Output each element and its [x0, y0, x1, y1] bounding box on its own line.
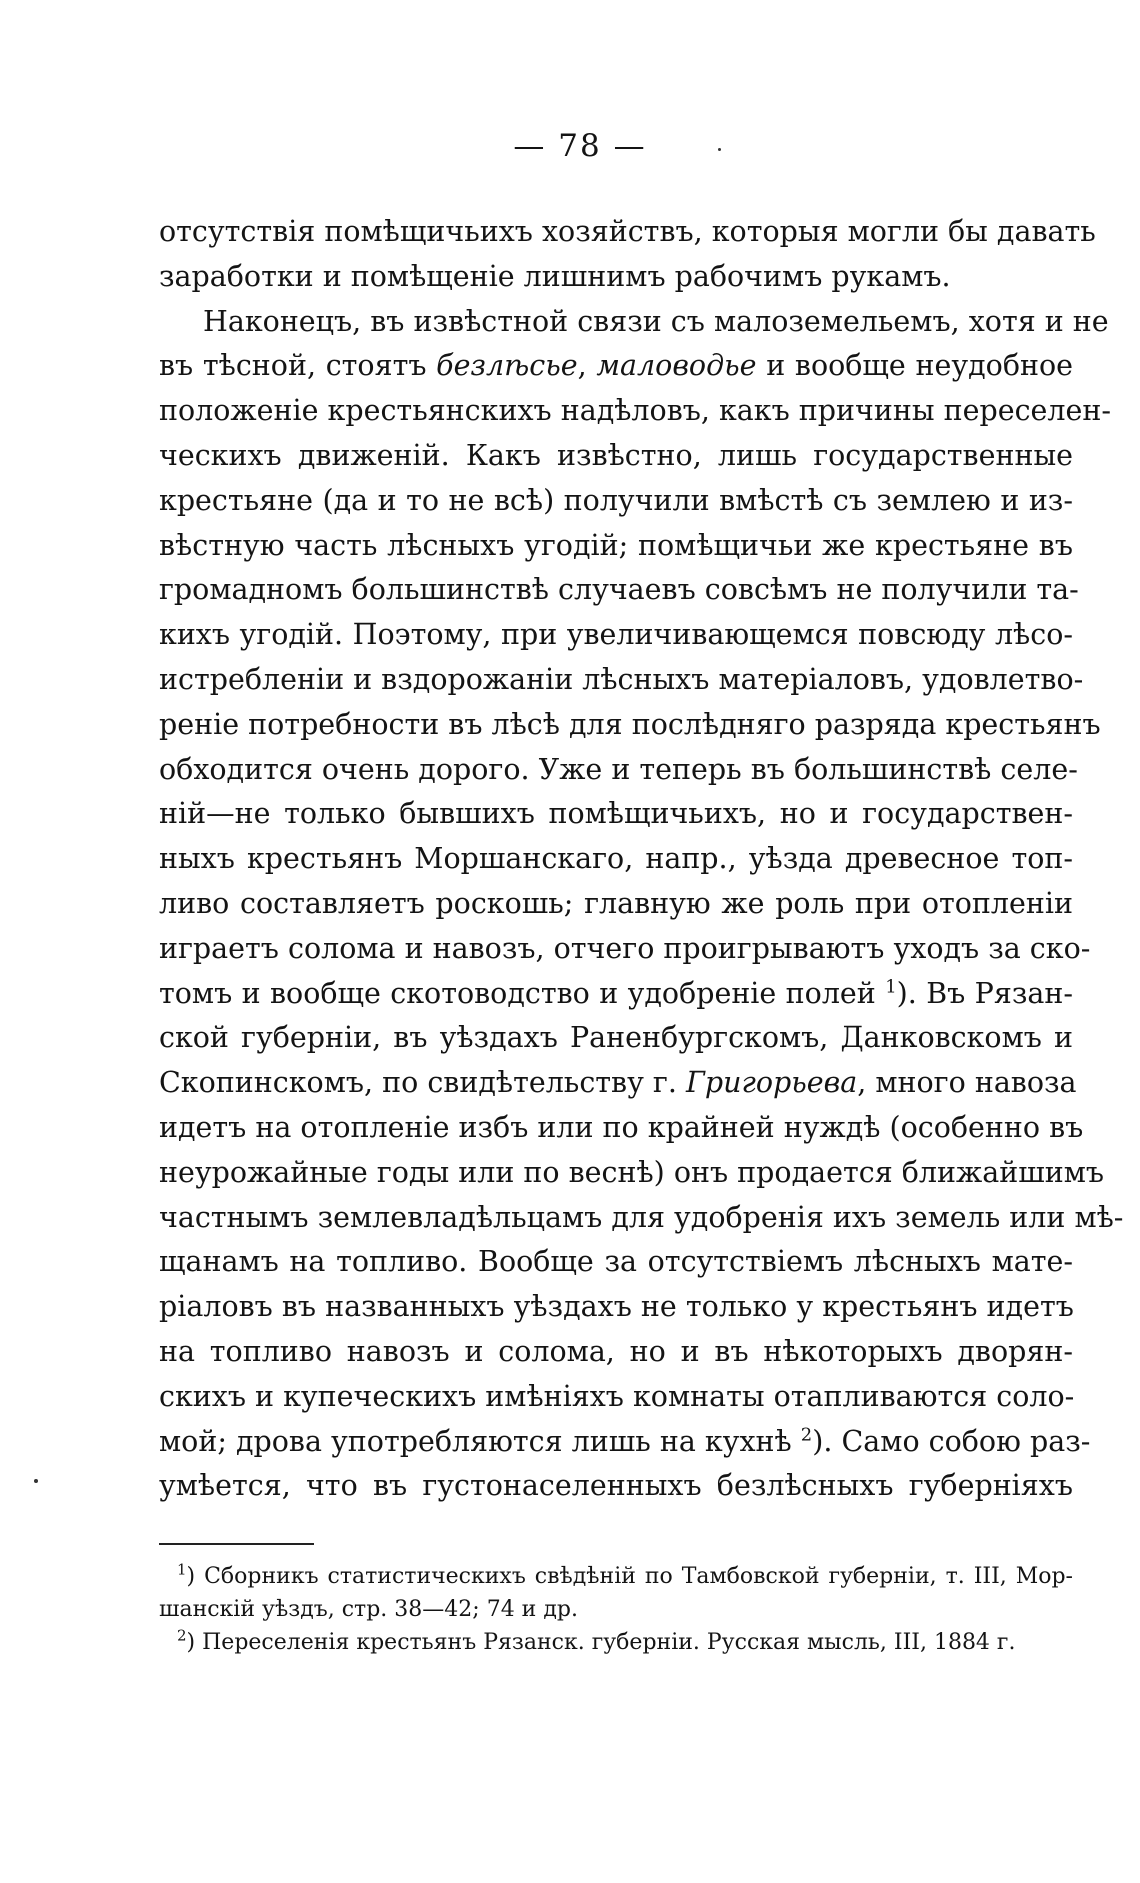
text-line: Наконецъ, въ извѣстной связи съ малоземельемъ, хотя и не — [203, 304, 1109, 338]
text-line — [159, 972, 1073, 1017]
text-line: ческихъ движеній. Какъ извѣстно, лишь государственные — [159, 438, 1073, 472]
text-line: ріаловъ въ названныхъ уѣздахъ не только у крестьянъ идетъ — [159, 1290, 1074, 1324]
text-segment: ). Само собою раз- — [812, 1424, 1091, 1458]
text-segment: ). Въ Рязан- — [896, 976, 1073, 1010]
text-segment: томъ и вообще скотоводство и удобреніе полей — [159, 976, 876, 1010]
italic-term: маловодье — [596, 349, 757, 383]
text-line: въ тѣсной, стоятъ безлѣсье, маловодье и вообще неудобное — [159, 349, 1074, 383]
text-line — [159, 1420, 1091, 1465]
text-line: идетъ на отопленіе избъ или по крайней нуждѣ (особенно въ — [159, 1110, 1084, 1144]
footnote-divider — [159, 1543, 314, 1545]
footnote-text: ) Сборникъ статистическихъ свѣдѣній по Тамбовской губерніи, т. III, Мор- — [186, 1564, 1073, 1589]
text-line: неурожайные годы или по веснѣ) онъ продается ближайшимъ — [159, 1155, 1104, 1189]
text-line: на топливо навозъ и солома, но и въ нѣкоторыхъ дворян- — [159, 1334, 1073, 1368]
text-line: реніе потребности въ лѣсѣ для послѣдняго разряда крестьянъ — [159, 707, 1101, 741]
text-line: ской губерніи, въ уѣздахъ Раненбургскомъ, Данковскомъ и — [159, 1021, 1073, 1055]
footnote-marker: 2 — [177, 1626, 187, 1645]
footnote-ref-2[interactable]: 2 — [800, 1424, 813, 1446]
footnote-1 — [159, 1560, 1073, 1593]
italic-term: безлѣсье — [436, 349, 578, 383]
print-speck — [34, 1479, 38, 1483]
text-line: вѣстную часть лѣсныхъ угодій; помѣщичьи же крестьяне въ — [159, 528, 1073, 562]
text-line: отсутствія помѣщичьихъ хозяйствъ, которыя могли бы давать — [159, 215, 1096, 248]
text-line: частнымъ землевладѣльцамъ для удобренія ихъ земель или мѣ- — [159, 1200, 1124, 1234]
text-line: положеніе крестьянскихъ надѣловъ, какъ причины переселен- — [159, 394, 1112, 428]
footnote-2 — [159, 1626, 1073, 1659]
text-line: ній—не только бывшихъ помѣщичьихъ, но и государствен- — [159, 797, 1073, 831]
page-number: — 78 — — [513, 128, 647, 164]
footnote-ref-1[interactable]: 1 — [885, 976, 897, 998]
text-segment: , много навоза — [857, 1066, 1077, 1100]
text-line: ныхъ крестьянъ Моршанскаго, напр., уѣзда древесное топ- — [159, 842, 1073, 876]
text-line: истребленіи и вздорожаніи лѣсныхъ матеріаловъ, удовлетво- — [159, 662, 1084, 696]
body-text — [159, 210, 1124, 1509]
italic-name: Григорьева — [685, 1066, 858, 1100]
text-line: скихъ и купеческихъ имѣніяхъ комнаты отапливаются соло- — [159, 1379, 1075, 1413]
text-line: обходится очень дорого. Уже и теперь въ большинствѣ селе- — [159, 752, 1078, 786]
text-line — [159, 1061, 1077, 1106]
text-line: ливо составляетъ роскошь; главную же роль при отопленіи — [159, 886, 1073, 920]
footnote-text: ) Переселенія крестьянъ Рязанск. губерніи. Русская мысль, III, 1884 г. — [186, 1630, 1016, 1655]
footnote-1-continued: шанскій уѣздъ, стр. 38—42; 74 и др. — [159, 1597, 578, 1622]
footnotes — [159, 1560, 1073, 1659]
print-speck — [718, 148, 721, 151]
text-line: кихъ угодій. Поэтому, при увеличивающемся повсюду лѣсо- — [159, 618, 1073, 652]
text-line: громадномъ большинствѣ случаевъ совсѣмъ не получили та- — [159, 573, 1079, 607]
text-line: играетъ солома и навозъ, отчего проигрываютъ уходъ за ско- — [159, 931, 1091, 965]
text-segment: и вообще неудобное — [766, 349, 1074, 383]
text-segment: мой; дрова употребляются лишь на кухнѣ — [159, 1424, 792, 1458]
text-line: крестьяне (да и то не всѣ) получили вмѣстѣ съ землею и из- — [159, 483, 1073, 517]
footnote-marker: 1 — [177, 1560, 187, 1579]
text-segment: Скопинскомъ, по свидѣтельству г. — [159, 1066, 677, 1100]
text-line: умѣется, что въ густонаселенныхъ безлѣсныхъ губерніяхъ — [159, 1469, 1073, 1503]
text-line: щанамъ на топливо. Вообще за отсутствіемъ лѣсныхъ мате- — [159, 1245, 1073, 1279]
text-line: заработки и помѣщеніе лишнимъ рабочимъ рукамъ. — [159, 259, 951, 293]
text-segment: въ тѣсной, стоятъ — [159, 349, 427, 383]
